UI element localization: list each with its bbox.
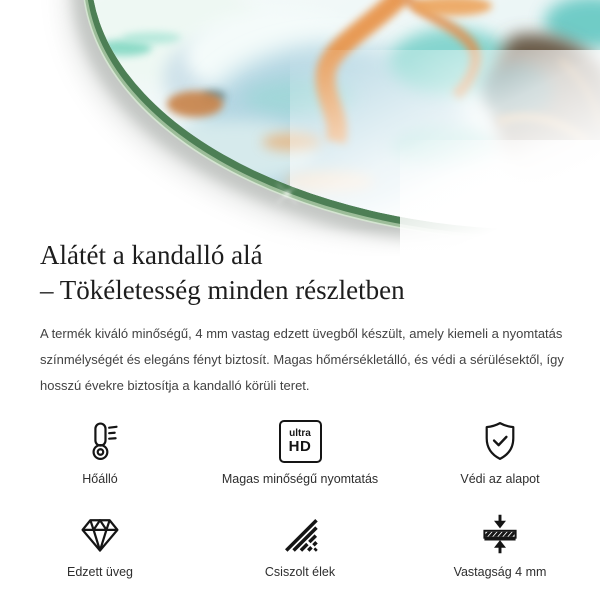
product-description: A termék kiváló minőségű, 4 mm vastag edzett üvegből készült, amely kiemeli a nyomtatás színmélységét és elegáns fényt biztosít. Magas hőmérsékletálló, és védi a sérülésektől, így hosszú évekre biztosítja a kandalló körüli teret. <box>40 326 564 393</box>
title-line-1: Alátét a kandalló alá <box>40 240 263 270</box>
feature-tempered-glass <box>0 512 200 579</box>
title-line-2: – Tökéletesség minden részletben <box>40 275 405 305</box>
feature-label: Vastagság 4 mm <box>453 565 547 579</box>
features-grid <box>0 419 600 579</box>
ultra-hd-icon <box>279 419 322 463</box>
feature-print-quality <box>200 419 400 486</box>
content-section <box>0 238 600 399</box>
ultra-hd-icon-text-bottom: HD <box>288 438 312 455</box>
feature-label: Magas minőségű nyomtatás <box>221 472 379 486</box>
feature-label: Hőálló <box>82 472 118 486</box>
shield-check-icon <box>478 419 522 463</box>
feature-heat-resistant <box>0 419 200 486</box>
feature-label: Edzett üveg <box>66 565 133 579</box>
product-photo <box>0 0 600 256</box>
hero-section <box>0 0 600 230</box>
thermometer-icon <box>78 419 122 463</box>
polished-edges-icon <box>278 512 322 556</box>
feature-thickness <box>400 512 600 579</box>
thickness-icon <box>478 512 522 556</box>
feature-label: Védi az alapot <box>460 472 540 486</box>
feature-label: Csiszolt élek <box>264 565 336 579</box>
page-title <box>40 238 560 308</box>
feature-protects-base <box>400 419 600 486</box>
ultra-hd-icon-text-top: ultra <box>289 428 311 439</box>
feature-polished-edges <box>200 512 400 579</box>
diamond-icon <box>78 512 122 556</box>
